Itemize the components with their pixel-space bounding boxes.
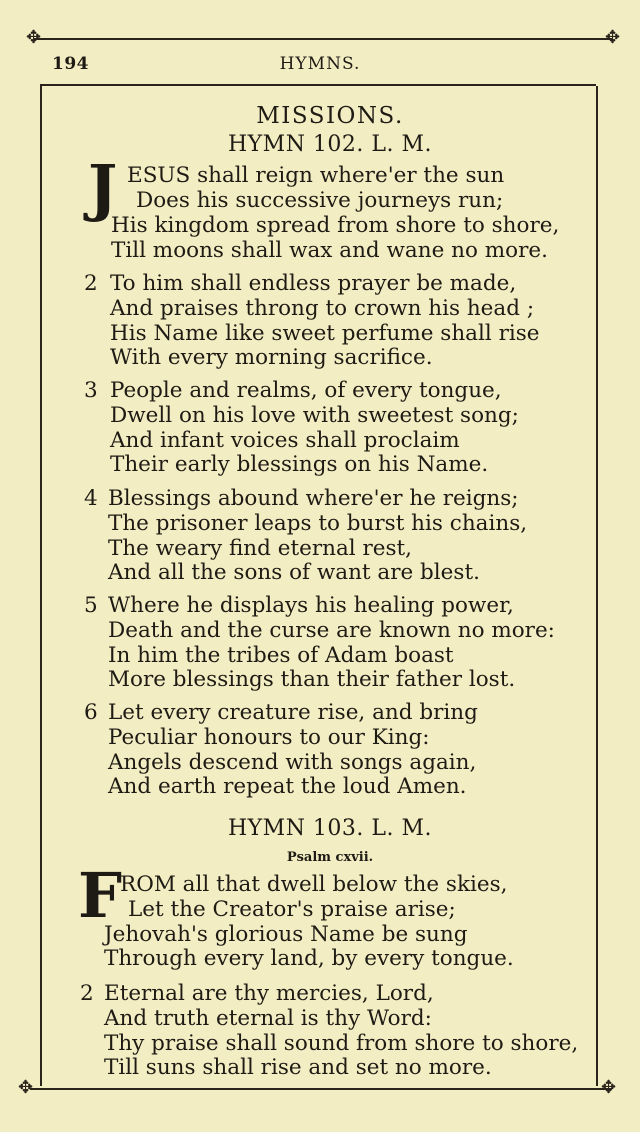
verse-number: 6 xyxy=(84,700,98,725)
hymn-102-line: And earth repeat the loud Amen. xyxy=(108,774,467,799)
verse-number: 4 xyxy=(84,486,98,511)
left-frame-rule xyxy=(40,86,42,1086)
hymn-102-line: The prisoner leaps to burst his chains, xyxy=(108,511,528,536)
dropcap-j: J xyxy=(88,151,118,224)
hymn-103-line: Thy praise shall sound from shore to shore, xyxy=(104,1031,579,1056)
verse-number: 2 xyxy=(80,981,94,1006)
hymn-102-line: Dwell on his love with sweetest song; xyxy=(110,403,519,428)
top-left-ornament-icon: ✥ xyxy=(26,27,42,48)
hymn-102-line: The weary find eternal rest, xyxy=(108,536,412,561)
hymn-103-line: Eternal are thy mercies, Lord, xyxy=(104,981,434,1006)
hymn-103-line: And truth eternal is thy Word: xyxy=(104,1006,432,1031)
hymn-102-line: His kingdom spread from shore to shore, xyxy=(111,213,560,238)
header-rule xyxy=(40,84,596,86)
hymn-102-line: Does his successive journeys run; xyxy=(136,188,504,213)
page-number: 194 xyxy=(52,54,89,74)
bottom-frame-rule xyxy=(30,1088,612,1090)
hymn-103-line: ROM all that dwell below the skies, xyxy=(120,872,508,897)
top-frame-rule xyxy=(34,38,612,40)
hymn-103-line: Jehovah's glorious Name be sung xyxy=(104,922,468,947)
bottom-left-ornament-icon: ✥ xyxy=(18,1077,34,1098)
psalm-reference: Psalm cxvii. xyxy=(286,850,374,865)
hymn-102-line: In him the tribes of Adam boast xyxy=(108,643,454,668)
hymn-102-line: Peculiar honours to our King: xyxy=(108,725,430,750)
bottom-right-ornament-icon: ✥ xyxy=(601,1077,617,1098)
hymn-102-line: And praises throng to crown his head ; xyxy=(110,296,535,321)
hymn-102-line: Blessings abound where'er he reigns; xyxy=(108,486,519,511)
section-title: MISSIONS. xyxy=(256,103,404,129)
hymn-102-line: To him shall endless prayer be made, xyxy=(110,271,517,296)
hymn-102-line: People and realms, of every tongue, xyxy=(110,378,502,403)
dropcap-f: F xyxy=(78,859,123,932)
hymn-102-line: Where he displays his healing power, xyxy=(108,593,514,618)
hymn-102-line: Let every creature rise, and bring xyxy=(108,700,478,725)
hymn-102-line: Angels descend with songs again, xyxy=(108,750,477,775)
verse-number: 3 xyxy=(84,378,98,403)
hymn-102-title: HYMN 102. L. M. xyxy=(227,132,433,157)
hymn-102-line: ESUS shall reign where'er the sun xyxy=(127,163,505,188)
hymn-103-title: HYMN 103. L. M. xyxy=(227,816,433,841)
hymn-103-line: Let the Creator's praise arise; xyxy=(128,897,456,922)
hymn-102-line: Their early blessings on his Name. xyxy=(110,452,489,477)
running-header: HYMNS. xyxy=(279,54,361,74)
verse-number: 5 xyxy=(84,593,98,618)
hymn-102-line: Till moons shall wax and wane no more. xyxy=(111,238,548,263)
top-right-ornament-icon: ✥ xyxy=(605,27,621,48)
verse-number: 2 xyxy=(84,271,98,296)
hymn-102-line: And infant voices shall proclaim xyxy=(110,428,460,453)
hymn-103-line: Till suns shall rise and set no more. xyxy=(104,1055,492,1080)
hymn-102-line: Death and the curse are known no more: xyxy=(108,618,555,643)
hymn-102-line: His Name like sweet perfume shall rise xyxy=(110,321,540,346)
right-frame-rule xyxy=(596,86,598,1086)
hymn-102-line: With every morning sacrifice. xyxy=(110,345,433,370)
hymn-102-line: And all the sons of want are blest. xyxy=(108,560,480,585)
hymn-102-line: More blessings than their father lost. xyxy=(108,667,516,692)
hymn-103-line: Through every land, by every tongue. xyxy=(104,946,514,971)
